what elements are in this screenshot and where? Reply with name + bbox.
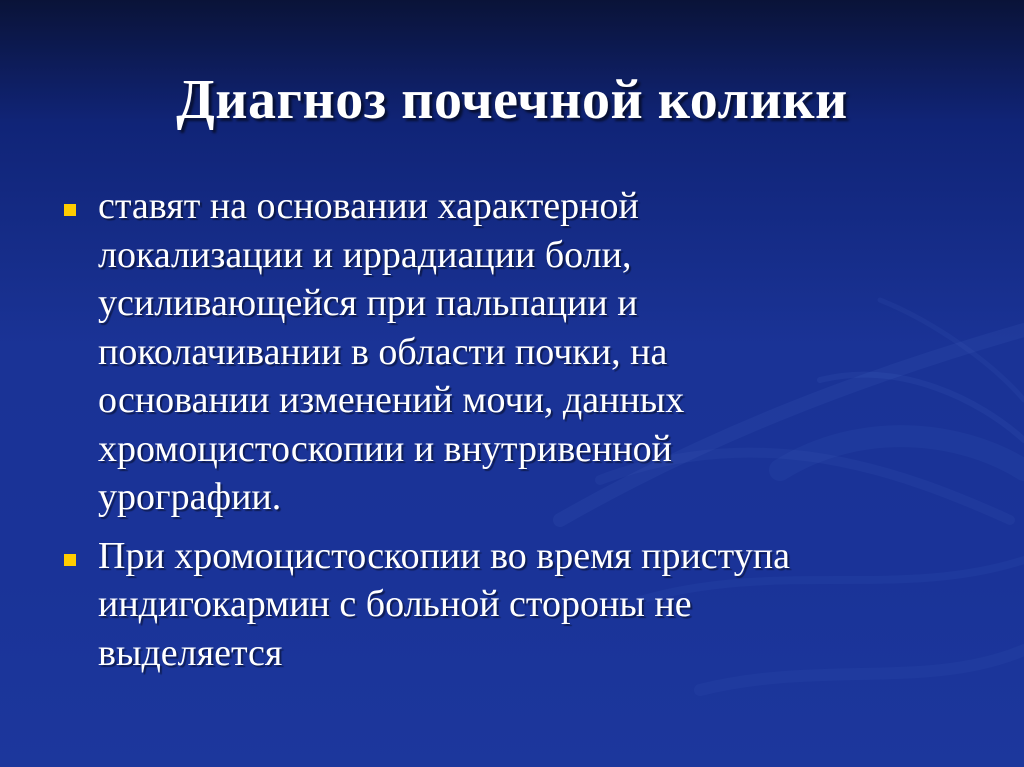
bullet-list [98, 182, 978, 687]
bullet-line: ставят на основании характерной [98, 185, 639, 227]
bullet-line: основании изменений мочи, данных [98, 379, 685, 421]
bullet-line: урографии. [98, 476, 282, 518]
bullet-line: поколачивании в области почки, на [98, 330, 668, 373]
bullet-line: выделяется [98, 631, 283, 674]
bullet-item [98, 182, 978, 522]
square-bullet-icon [64, 204, 76, 216]
bullet-line: При хромоцистоскопии во время приступа [98, 534, 790, 577]
bullet-line: индигокармин с больной стороны не [98, 583, 692, 625]
slide-title: Диагноз почечной колики [176, 69, 848, 131]
bullet-line: хромоцистоскопии и внутривенной [98, 427, 672, 470]
bullet-line: усиливающейся при пальпации и [98, 282, 638, 324]
square-bullet-icon [64, 554, 76, 566]
bullet-line: локализации и иррадиации боли, [98, 233, 632, 276]
bullet-item [98, 532, 978, 678]
